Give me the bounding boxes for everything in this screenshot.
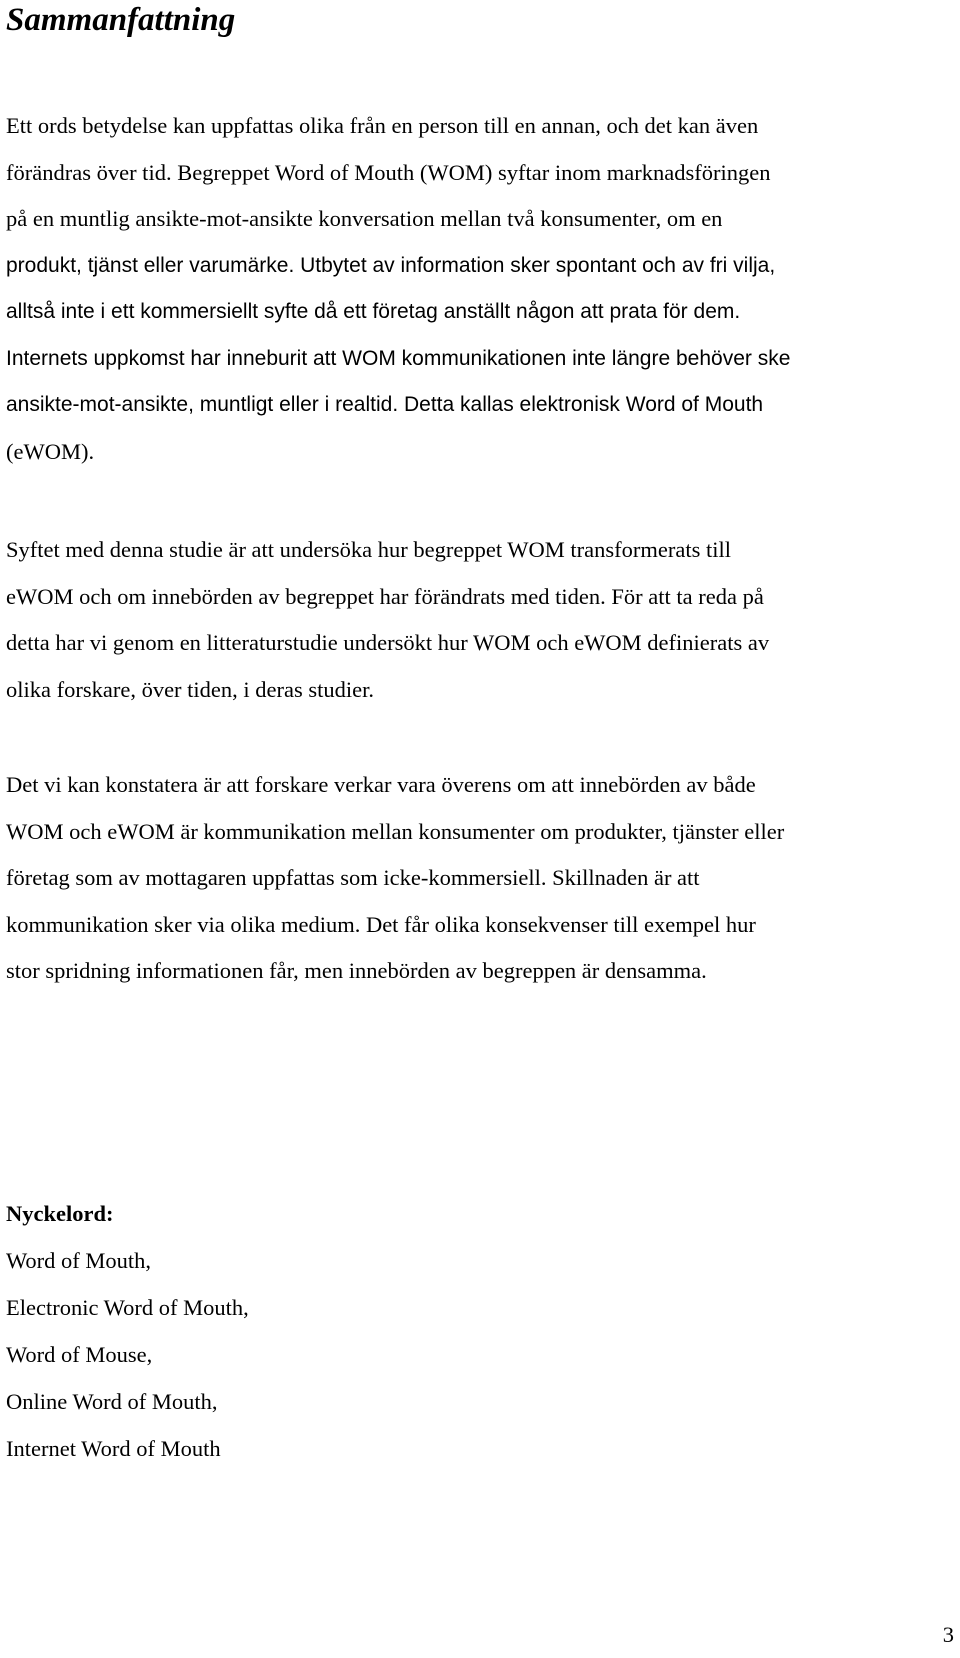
- text-line: företag som av mottagaren uppfattas som icke-kommersiell. Skillnaden är att: [6, 865, 700, 890]
- summary-aim-paragraph: [6, 527, 921, 713]
- text-line: eWOM och om innebörden av begreppet har förändrats med tiden. För att ta reda på: [6, 583, 764, 609]
- keywords-title: Nyckelord:: [6, 1201, 114, 1226]
- text-line: WOM och eWOM är kommunikation mellan konsumenter om produkter, tjänster eller: [6, 818, 785, 844]
- text-line: alltså inte i ett kommersiellt syfte då ett företag anställt någon att prata för dem.: [6, 300, 741, 323]
- text-line: (eWOM).: [6, 438, 95, 464]
- keyword-item: Word of Mouse,: [6, 1342, 153, 1367]
- keywords-list: [6, 1190, 249, 1472]
- text-line: kommunikation sker via olika medium. Det får olika konsekvenser till exempel hur: [6, 911, 756, 937]
- keyword-item: Online Word of Mouth,: [6, 1389, 218, 1414]
- page-number: 3: [942, 1622, 954, 1647]
- keyword-item: Internet Word of Mouth: [6, 1436, 221, 1461]
- text-line: olika forskare, över tiden, i deras studier.: [6, 676, 375, 702]
- summary-conclusion-paragraph: [6, 762, 921, 995]
- text-line: stor spridning informationen får, men innebörden av begreppen är densamma.: [6, 958, 707, 983]
- text-line: ansikte-mot-ansikte, muntligt eller i realtid. Detta kallas elektronisk Word of Mouth: [6, 393, 764, 416]
- text-line: Ett ords betydelse kan uppfattas olika från en person till en annan, och det kan även: [6, 113, 759, 138]
- keyword-item: Word of Mouth,: [6, 1248, 152, 1273]
- text-line: detta har vi genom en litteraturstudie undersökt hur WOM och eWOM definierats av: [6, 630, 770, 655]
- text-line: på en muntlig ansikte-mot-ansikte konversation mellan två konsumenter, om en: [6, 206, 723, 231]
- text-line: Internets uppkomst har inneburit att WOM kommunikationen inte längre behöver ske: [6, 346, 791, 370]
- text-line: förändras över tid. Begreppet Word of Mouth (WOM) syftar inom marknadsföringen: [6, 159, 771, 185]
- text-line: produkt, tjänst eller varumärke. Utbytet av information sker spontant och av fri vilja,: [6, 253, 776, 277]
- page-heading: Sammanfattning: [6, 2, 236, 38]
- text-line: Syftet med denna studie är att undersöka hur begreppet WOM transformerats till: [6, 537, 731, 562]
- text-line: Det vi kan konstatera är att forskare verkar vara överens om att innebörden av både: [6, 772, 756, 797]
- keyword-item: Electronic Word of Mouth,: [6, 1295, 249, 1320]
- summary-intro-paragraph: [6, 103, 921, 475]
